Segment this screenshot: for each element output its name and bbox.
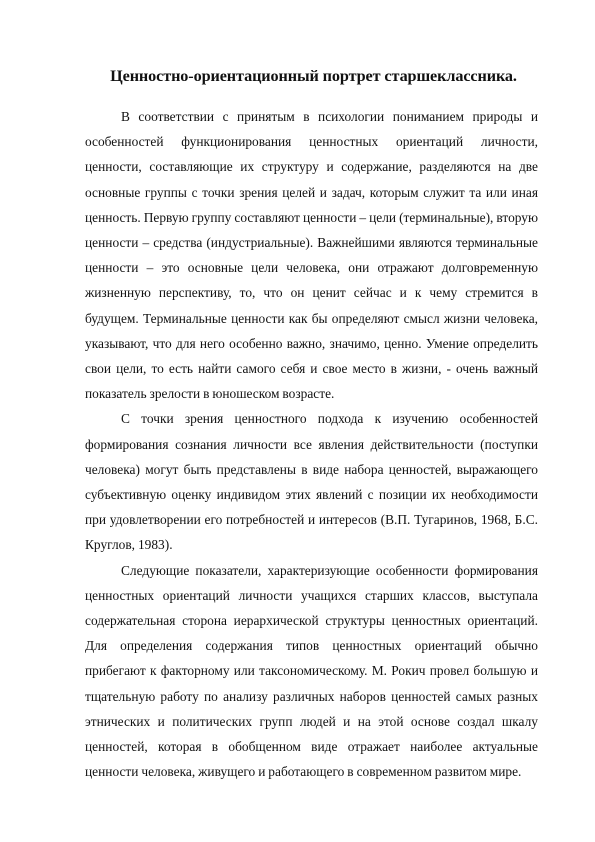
paragraph-rokeach-scale: Следующие показатели, характеризующие особенности формирования ценностных ориентаций личности учащихся старших классов, выступала содержательная сторона иерархической структуры ценностных ориентаций. Для определения содержания типов ценностных ориентаций обычно прибегают к факторному или таксономическому. М. Рокич провел большую и тщательную работу по анализу различных наборов ценностей самых разных этнических и политических групп людей и на этой основе создал шкалу ценностей, которая в обобщенном виде отражает наиболее актуальные ценности человека, живущего и работающего в современном развитом мире. [85, 562, 538, 780]
document-title: Ценностно-ориентационный портрет старшеклассника. [110, 67, 517, 85]
paragraph-terminal-values: В соответствии с принятым в психологии пониманием природы и особенностей функционирования ценностных ориентаций личности, ценности, составляющие их структуру и содержание, разделяются на две основные группы с точки зрения целей и задач, которым служит та или иная ценность. Первую группу составляют ценности – цели (терминальные), вторую ценности – средства (индустриальные). Важнейшими являются терминальные ценности – это основные цели человека, они отражают долговременную жизненную перспективу, то, что он ценит сейчас и к чему стремится в будущем. Терминальные ценности как бы определяют смысл жизни человека, указывают, что для него особенно важно, значимо, ценно. Умение определить свои цели, то есть найти самого себя и свое место в жизни, - очень важный показатель зрелости в юношеском возрасте. [85, 109, 538, 402]
paragraph-value-approach: С точки зрения ценностного подхода к изучению особенностей формирования сознания личности все явления действительности (поступки человека) могут быть представлены в виде набора ценностей, выражающего субъективную оценку индивидом этих явлений с позиции их необходимости при удовлетворении его потребностей и интересов (В.П. Тугаринов, 1968, Б.С. Круглов, 1983). [85, 411, 538, 553]
